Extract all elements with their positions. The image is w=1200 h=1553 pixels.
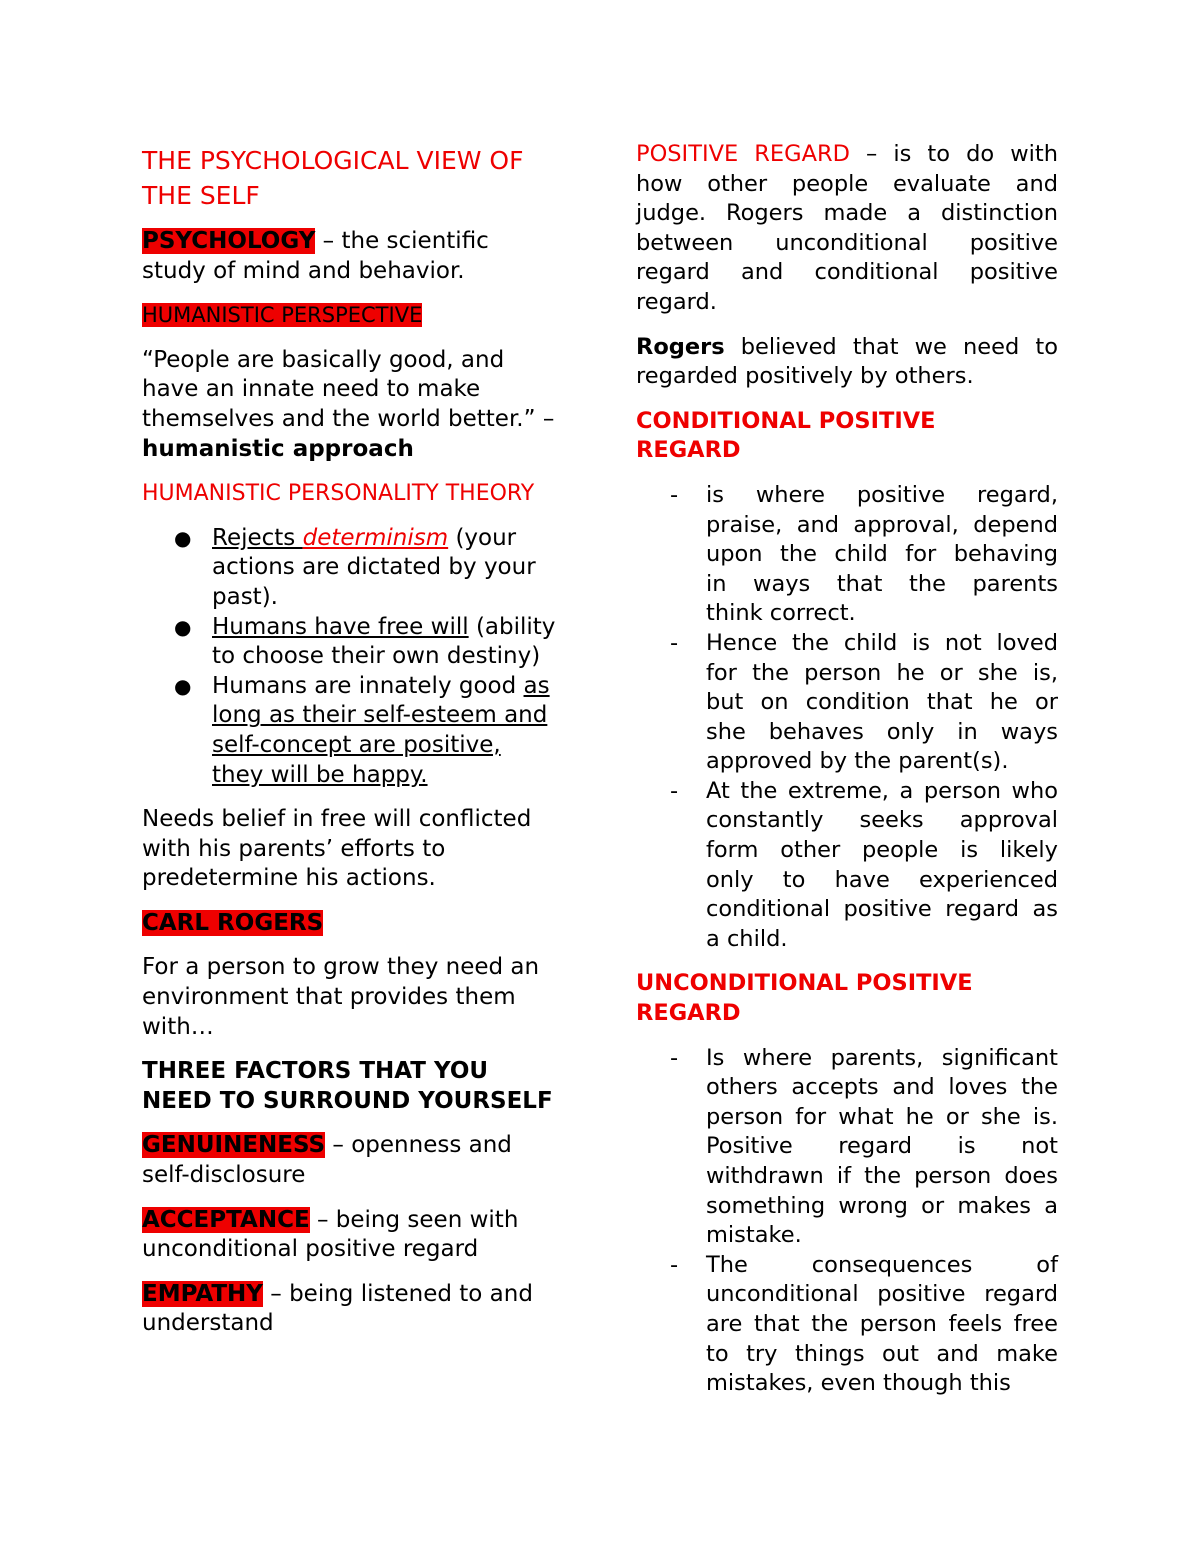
rogers-bold: Rogers [636, 333, 725, 360]
list-item [142, 672, 572, 790]
rogers-paragraph [636, 333, 1058, 392]
bullet-icon: ● [174, 525, 192, 550]
pr-line-1 [636, 140, 1058, 170]
dash-icon: - [670, 1251, 679, 1278]
unconditional-positive-regard-heading [636, 969, 1058, 1028]
right-column [636, 140, 1058, 1414]
acceptance-def-2: unconditional positive regard [142, 1236, 479, 1263]
empathy-def-1: – being listened to and [262, 1280, 533, 1307]
psychology-def-1: – the scientific [315, 228, 489, 254]
title-line-2: THE SELF [142, 181, 260, 210]
bullet-3-underlined-2: long as their self-esteem and [212, 702, 548, 729]
factors-line-2: NEED TO SURROUND YOURSELF [142, 1087, 553, 1114]
list-item-line: mistakes, even though this [706, 1370, 1011, 1397]
bullet-icon: ● [174, 614, 192, 639]
needs-paragraph [142, 805, 572, 894]
upr-heading-line-2: REGARD [636, 1000, 741, 1027]
list-item-line: unconditional positive regard [706, 1281, 1058, 1308]
list-item-line: Hence the child is not loved [706, 629, 1058, 656]
acceptance-paragraph [142, 1206, 572, 1265]
bullet-1-underlined: Rejects [212, 524, 303, 551]
list-item-line: Is where parents, significant [706, 1044, 1058, 1071]
list-item [142, 524, 572, 613]
bullet-3-underlined-1: as [523, 672, 550, 699]
dash-icon: - [670, 629, 679, 656]
bullet-1-rest-3: past). [212, 583, 278, 610]
bullet-2-rest-2: to choose their own destiny) [212, 643, 541, 670]
needs-line-3: predetermine his actions. [142, 865, 436, 892]
pr-line-5: regard and conditional positive [636, 259, 1058, 286]
pr-line-1-rest: – is to do with [849, 141, 1058, 167]
rogers-line-2: regarded positively by others. [636, 363, 974, 390]
pr-line-3: judge. Rogers made a distinction [636, 200, 1058, 227]
quote-line-2: have an innate need to make [142, 376, 481, 403]
conditional-positive-regard-heading [636, 407, 1058, 466]
grow-line-3: with… [142, 1013, 214, 1040]
list-item-line: to try things out and make [706, 1340, 1058, 1367]
list-item-line: At the extreme, a person who [706, 777, 1058, 804]
genuineness-paragraph [142, 1131, 572, 1190]
list-item-line: Positive regard is not [706, 1133, 1058, 1160]
bullet-3-underlined-4: they will be happy. [212, 761, 428, 788]
title-line-1: THE PSYCHOLOGICAL VIEW OF [142, 146, 524, 175]
left-column [142, 140, 572, 1354]
bullet-icon: ● [174, 673, 192, 698]
genuineness-term: GENUINENESS [142, 1132, 326, 1159]
pr-line-6: regard. [636, 288, 717, 315]
document-title [142, 143, 572, 213]
quote-line-1: “People are basically good, and [142, 346, 505, 373]
grow-line-1: For a person to grow they need an [142, 954, 540, 981]
positive-regard-term: POSITIVE REGARD [636, 141, 850, 167]
rogers-line-1-rest: believed that we need to [724, 333, 1058, 360]
list-item-line: mistake. [706, 1222, 802, 1249]
list-item [142, 613, 572, 672]
list-item-line: she behaves only in ways [706, 718, 1058, 745]
list-item [636, 481, 1058, 629]
acceptance-def-1: – being seen with [309, 1206, 519, 1233]
bullet-3-underlined-3: self-concept are positive, [212, 731, 501, 758]
list-item [636, 1044, 1058, 1251]
conditional-list [636, 481, 1058, 955]
empathy-term: EMPATHY [142, 1280, 263, 1307]
humanistic-perspective-heading [142, 301, 572, 331]
pr-line-2: how other people evaluate and [636, 170, 1058, 197]
dash-icon: - [670, 777, 679, 804]
list-item [636, 629, 1058, 777]
bullet-1-rest-1: (your [448, 524, 517, 551]
cpr-heading-line-2: REGARD [636, 437, 741, 464]
bullet-2-rest-1: (ability [468, 613, 556, 640]
pr-line-4: between unconditional positive [636, 229, 1058, 256]
list-item-line: for the person he or she is, [706, 659, 1058, 686]
empathy-paragraph [142, 1280, 572, 1339]
genuineness-def-1: – openness and [325, 1132, 512, 1159]
quote-source: humanistic approach [142, 435, 414, 462]
psychology-def-2: study of mind and behavior. [142, 257, 465, 284]
list-item-line: are that the person feels free [706, 1310, 1058, 1337]
list-item-line: The consequences of [706, 1251, 1058, 1278]
empathy-def-2: understand [142, 1310, 274, 1337]
carl-rogers-heading [142, 909, 572, 939]
bullet-1-emphasis: determinism [302, 524, 449, 551]
grow-line-2: environment that provides them [142, 984, 516, 1011]
list-item-line: but on condition that he or [706, 689, 1058, 716]
positive-regard-paragraph [636, 140, 1058, 318]
list-item-line: something wrong or makes a [706, 1192, 1058, 1219]
list-item-line: praise, and approval, depend [706, 511, 1058, 538]
list-item-line: person for what he or she is. [706, 1103, 1058, 1130]
psychology-definition [142, 227, 572, 286]
list-item-line: approved by the parent(s). [706, 748, 1009, 775]
bullet-1-rest-2: actions are dictated by your [212, 554, 536, 581]
bullet-3-plain: Humans are innately good [212, 672, 524, 699]
list-item-line: is where positive regard, [706, 481, 1058, 508]
three-factors-heading [142, 1057, 572, 1116]
personality-theory-heading: HUMANISTIC PERSONALITY THEORY [142, 481, 535, 507]
list-item-line: in ways that the parents [706, 570, 1058, 597]
list-item-line: conditional positive regard as [706, 896, 1058, 923]
list-item [636, 1251, 1058, 1399]
psychology-term: PSYCHOLOGY [142, 228, 316, 254]
dash-icon: - [670, 481, 679, 508]
needs-line-1: Needs belief in free will conflicted [142, 806, 532, 833]
rogers-line-1 [636, 333, 1058, 363]
list-item-line: withdrawn if the person does [706, 1163, 1058, 1189]
grow-paragraph [142, 953, 572, 1042]
list-item-line: others accepts and loves the [706, 1074, 1058, 1101]
dash-icon: - [670, 1044, 679, 1071]
list-item [636, 777, 1058, 955]
list-item-line: a child. [706, 925, 788, 952]
acceptance-term: ACCEPTANCE [142, 1206, 310, 1233]
carl-rogers-label: CARL ROGERS [142, 909, 324, 936]
upr-heading-line-1: UNCONDITIONAL POSITIVE [636, 970, 973, 997]
humanistic-perspective-label: HUMANISTIC PERSPECTIVE [142, 303, 423, 328]
humanistic-quote [142, 346, 572, 464]
unconditional-list [636, 1044, 1058, 1399]
theory-bullet-list [142, 524, 572, 790]
list-item-line: think correct. [706, 600, 856, 627]
list-item-line: constantly seeks approval [706, 807, 1058, 834]
genuineness-def-2: self-disclosure [142, 1162, 306, 1189]
needs-line-2: with his parents’ efforts to [142, 835, 446, 862]
factors-line-1: THREE FACTORS THAT YOU [142, 1058, 489, 1085]
quote-line-3: themselves and the world better.” – [142, 405, 555, 432]
list-item-line: upon the child for behaving [706, 541, 1058, 568]
bullet-2-underlined: Humans have free will [212, 613, 469, 640]
list-item-line: form other people is likely [706, 837, 1058, 864]
cpr-heading-line-1: CONDITIONAL POSITIVE [636, 407, 936, 434]
list-item-line: only to have experienced [706, 866, 1058, 893]
